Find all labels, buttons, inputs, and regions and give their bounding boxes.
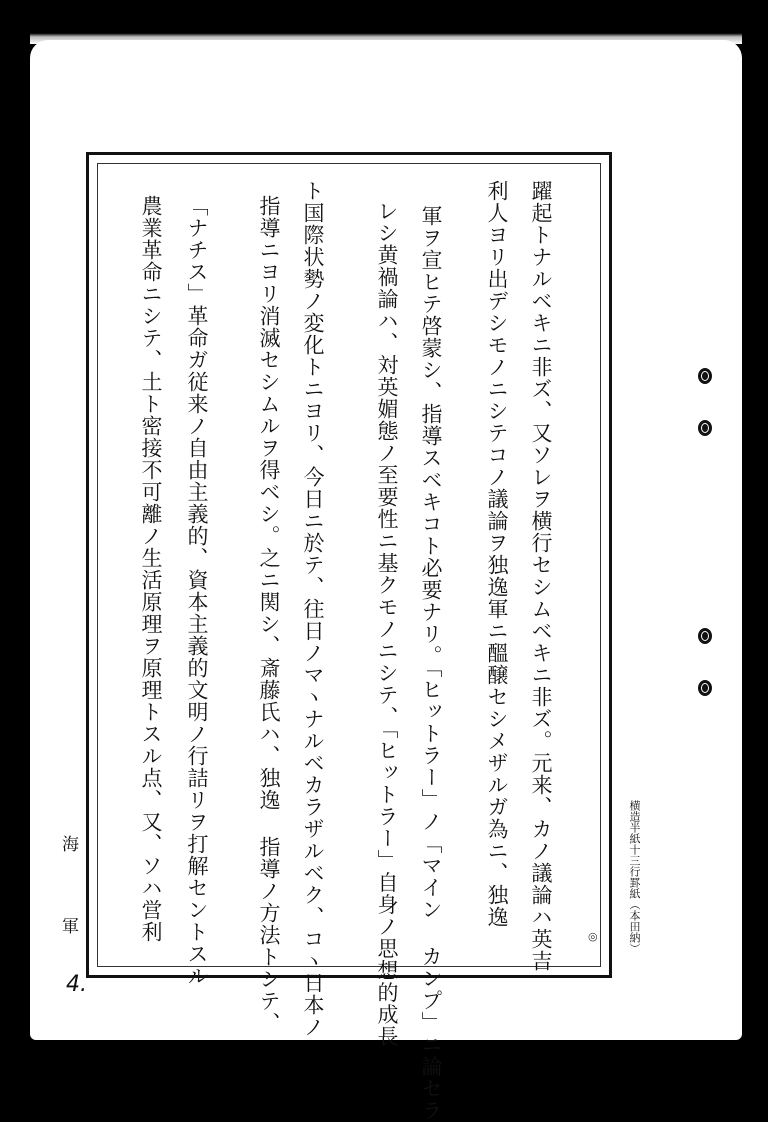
binding-hole-2 — [698, 420, 712, 436]
binding-hole-3 — [698, 628, 712, 644]
text-line-5: ト国際状勢ノ変化トニヨリ、今日ニ於テ、往日ノマヽナルベカラザルベク、コヽ日本ノ — [301, 180, 325, 1038]
text-line-1: 躍起トナルベキニ非ズ、又ソレヲ横行セシムベキニ非ズ。元来、カノ議論ハ英吉 — [529, 180, 553, 972]
text-line-6: 指導ニヨリ消滅セシムルヲ得ベシ。之ニ関シ、斎藤氏ハ、独逸 指導ノ方法トシテ、 — [257, 195, 281, 1034]
page-number: 4. — [66, 972, 87, 997]
text-line-3: 軍ヲ宣ヒテ啓蒙シ、指導スベキコト必要ナリ。「ヒットラー」ノ「マイン カンプ」ニ論セラ — [419, 205, 443, 1122]
binding-hole-4 — [698, 680, 712, 696]
text-line-2: 利人ヨリ出デシモノニシテコノ議論ヲ独逸軍ニ醞醸セシメザルガ為ニ、独逸 — [485, 180, 509, 928]
text-line-4: レシ黄禍論ハ、対英媚態ノ至要性ニ基クモノニシテ、「ヒットラー」自身ノ思想的成長 — [375, 200, 399, 1048]
ruled-sheet-inner-border — [97, 163, 601, 1038]
paper-type-label: 横造半紙十三行罫紙（本田納） — [628, 800, 641, 954]
binding-hole-1 — [698, 368, 712, 384]
corner-mark: ◎ — [588, 930, 598, 943]
margin-char-2: 軍 — [62, 917, 79, 937]
text-line-8: 農業革命ニシテ、土ト密接不可離ノ生活原理ヲ原理トスル点、又、ソハ営利 — [139, 195, 163, 943]
margin-char-1: 海 — [62, 835, 79, 855]
text-line-7: 「ナチス」革命ガ従来ノ自由主義的、資本主義的文明ノ行詰リヲ打解セントスル — [185, 195, 209, 987]
